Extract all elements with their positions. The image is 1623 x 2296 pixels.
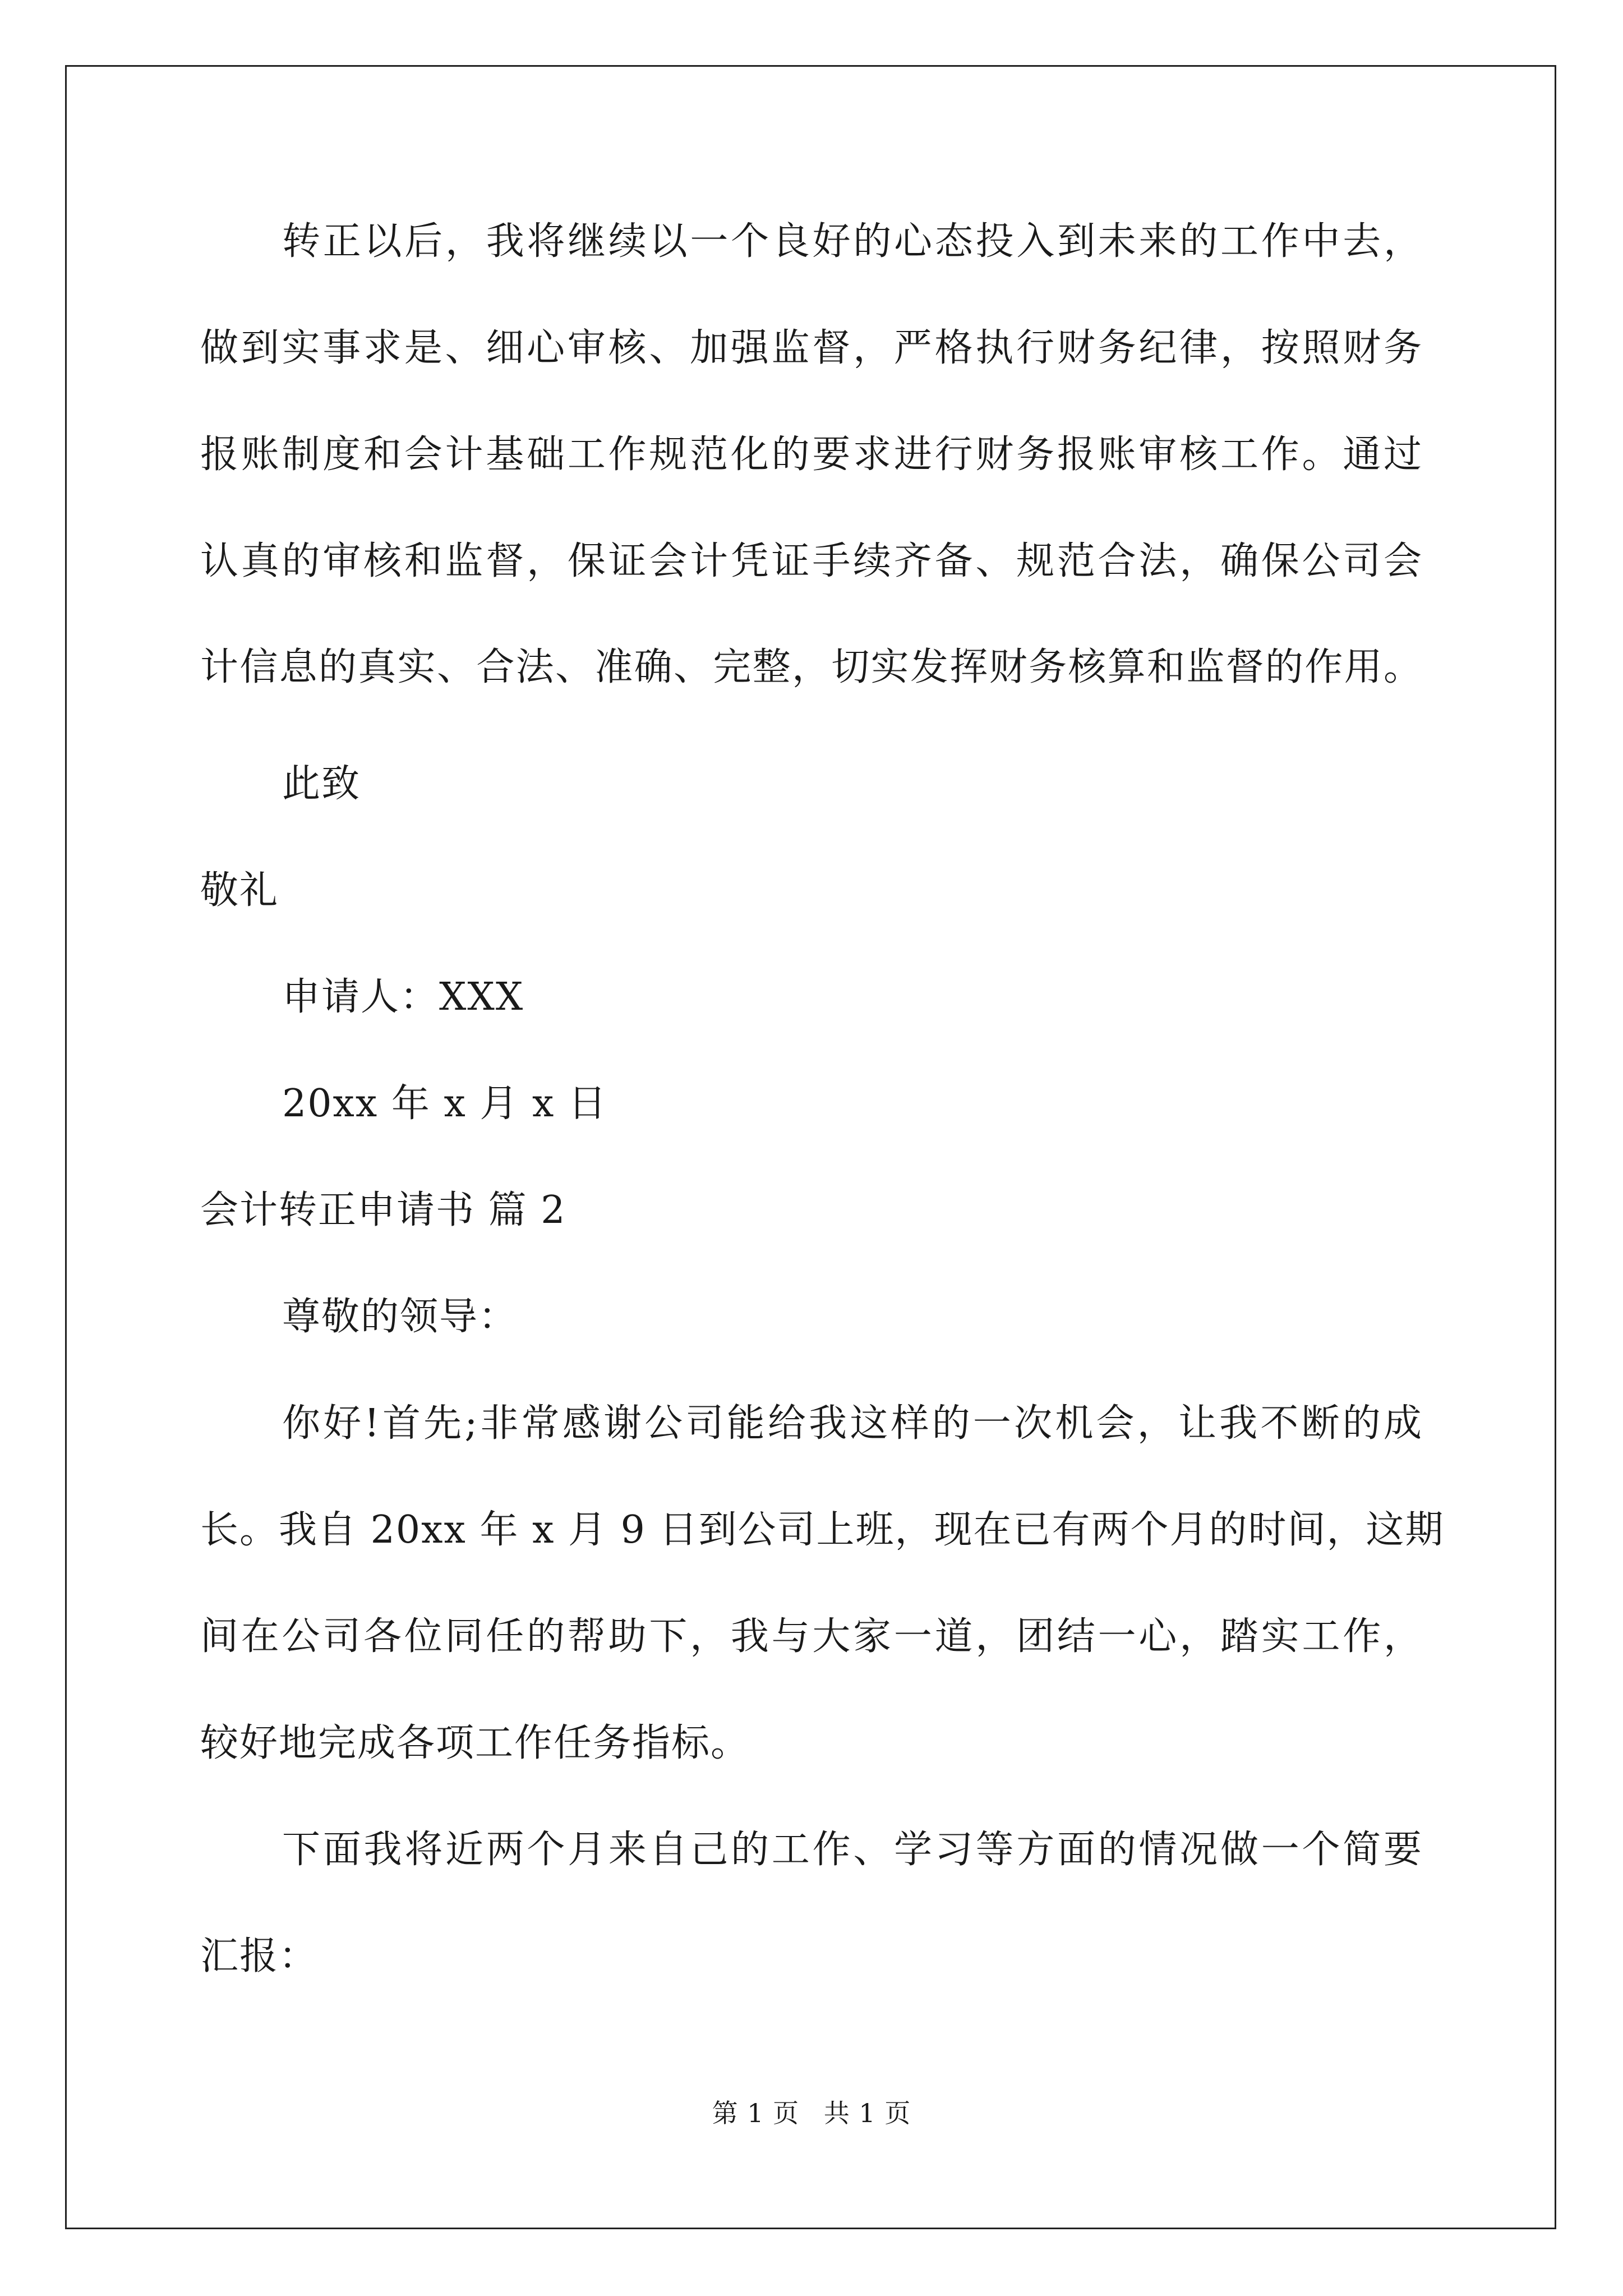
letter-date: 20xx 年 x 月 x 日: [282, 1082, 608, 1126]
applicant-signature: 申请人：XXX: [282, 975, 524, 1019]
paragraph-line: 汇报：: [200, 1934, 319, 1978]
paragraph-line: 间在公司各位同任的帮助下，我与大家一道，团结一心，踏实工作，: [200, 1614, 1423, 1659]
paragraph-line: 下面我将近两个月来自己的工作、学习等方面的情况做一个简要: [282, 1828, 1423, 1872]
paragraph-line: 认真的审核和监督，保证会计凭证手续齐备、规范合法，确保公司会: [200, 539, 1423, 583]
page-count: 共 1 页: [823, 2098, 911, 2128]
page-border: [65, 65, 1556, 2229]
closing-salutation: 此致: [282, 762, 361, 806]
paragraph-line: 计信息的真实、合法、准确、完整，切实发挥财务核算和监督的作用。: [200, 645, 1423, 689]
section-heading: 会计转正申请书 篇 2: [200, 1188, 566, 1232]
paragraph-line: 长。我自 20xx 年 x 月 9 日到公司上班，现在已有两个月的时间，这期: [200, 1508, 1445, 1552]
paragraph-line: 报账制度和会计基础工作规范化的要求进行财务报账审核工作。通过: [200, 432, 1423, 477]
paragraph-line: 你好!首先;非常感谢公司能给我这样的一次机会，让我不断的成: [282, 1401, 1423, 1446]
page-number: 第 1 页: [712, 2098, 800, 2128]
closing-regards: 敬礼: [200, 868, 279, 913]
page-footer: [0, 2096, 1623, 2130]
paragraph-line: 较好地完成各项工作任务指标。: [200, 1721, 750, 1765]
paragraph-line: 转正以后，我将继续以一个良好的心态投入到未来的工作中去，: [282, 219, 1423, 264]
paragraph-line: 做到实事求是、细心审核、加强监督，严格执行财务纪律，按照财务: [200, 326, 1423, 370]
greeting: 尊敬的领导：: [282, 1295, 518, 1339]
